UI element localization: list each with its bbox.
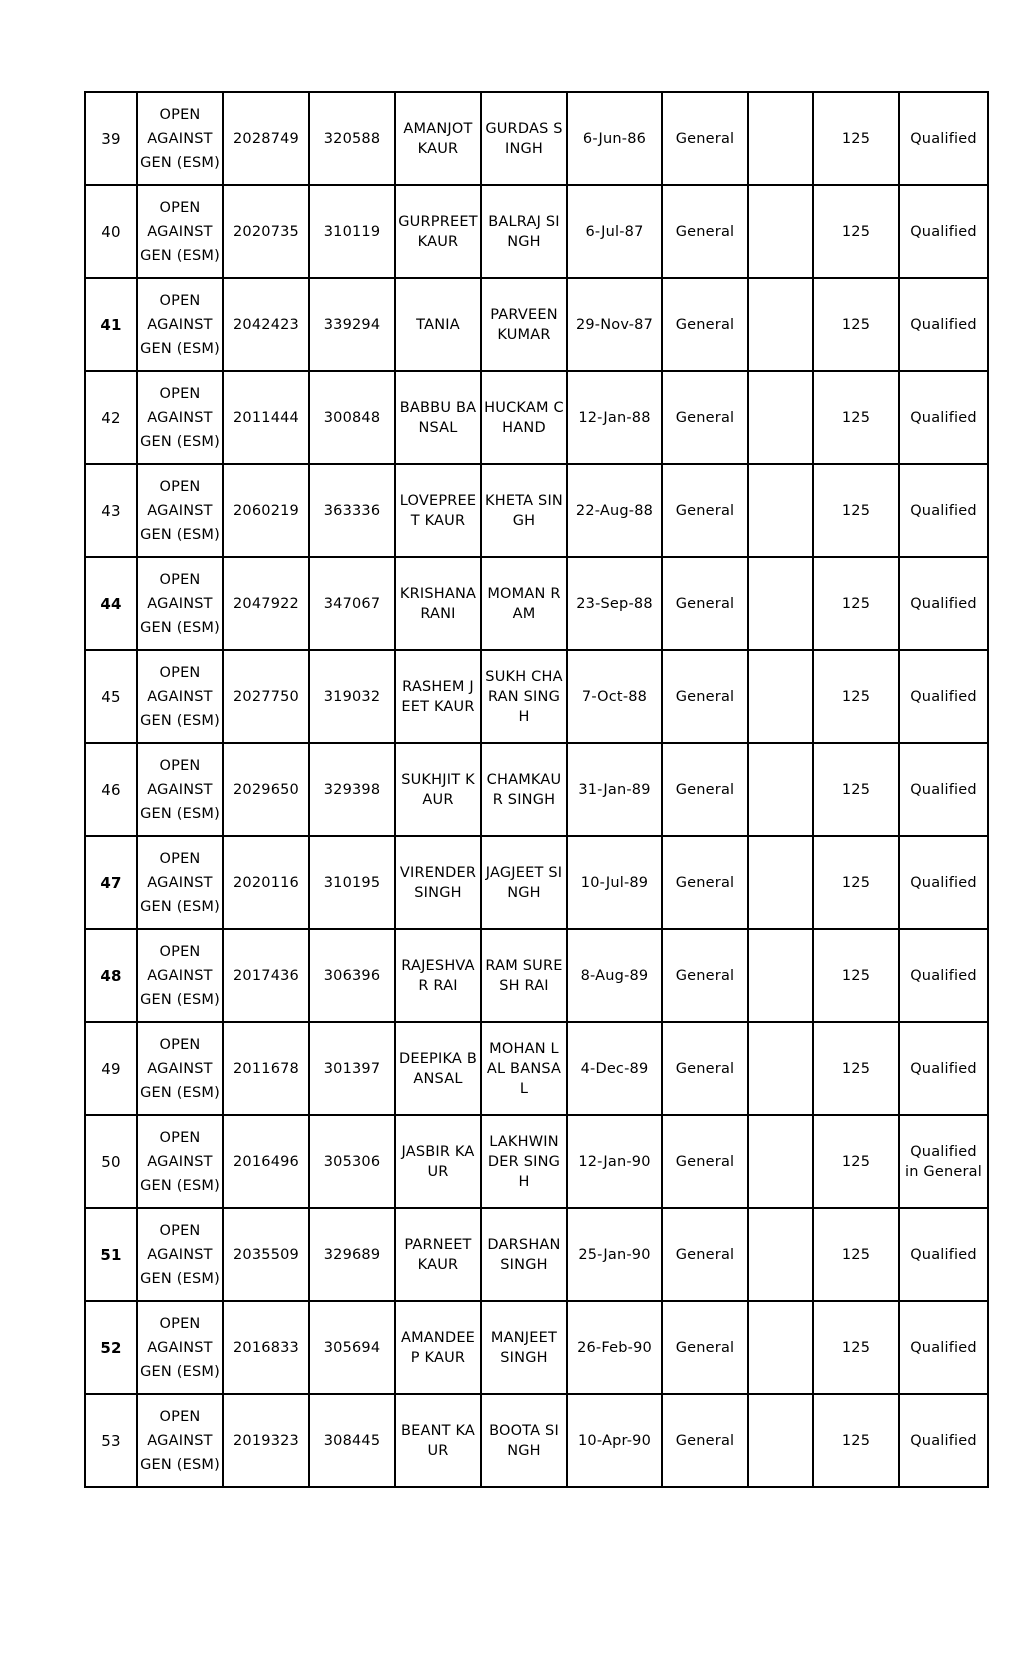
candidate-name-cell: SUKHJIT KAUR <box>395 743 481 836</box>
result-cell: Qualified <box>899 1022 988 1115</box>
result-cell: Qualified <box>899 464 988 557</box>
roll-number-cell: 329689 <box>309 1208 395 1301</box>
application-number-cell: 2047922 <box>223 557 309 650</box>
application-number-cell: 2017436 <box>223 929 309 1022</box>
father-name-cell: GURDAS SINGH <box>481 92 567 185</box>
marks-cell: 125 <box>813 1115 899 1208</box>
table-row <box>85 371 988 464</box>
table-row <box>85 1115 988 1208</box>
category-cell: OPEN AGAINST GEN (ESM) <box>137 1208 223 1301</box>
marks-cell: 125 <box>813 1301 899 1394</box>
candidate-name-cell: PARNEET KAUR <box>395 1208 481 1301</box>
serial-number-cell: 40 <box>85 185 137 278</box>
result-cell: Qualified <box>899 1208 988 1301</box>
sub-category-cell <box>748 743 813 836</box>
table-row <box>85 1022 988 1115</box>
sub-category-cell <box>748 1115 813 1208</box>
sub-category-cell <box>748 1301 813 1394</box>
sub-category-cell <box>748 1394 813 1487</box>
serial-number-cell: 45 <box>85 650 137 743</box>
result-cell: Qualified <box>899 371 988 464</box>
candidate-name-cell: TANIA <box>395 278 481 371</box>
sub-category-cell <box>748 278 813 371</box>
result-cell: Qualified <box>899 1301 988 1394</box>
results-table <box>84 91 989 1488</box>
category-cell: OPEN AGAINST GEN (ESM) <box>137 92 223 185</box>
table-row <box>85 650 988 743</box>
roll-number-cell: 347067 <box>309 557 395 650</box>
category-cell: OPEN AGAINST GEN (ESM) <box>137 743 223 836</box>
table-row <box>85 743 988 836</box>
marks-cell: 125 <box>813 557 899 650</box>
candidate-category-cell: General <box>662 1301 748 1394</box>
serial-number-cell: 53 <box>85 1394 137 1487</box>
marks-cell: 125 <box>813 371 899 464</box>
table-row <box>85 1208 988 1301</box>
date-of-birth-cell: 12-Jan-88 <box>567 371 662 464</box>
category-cell: OPEN AGAINST GEN (ESM) <box>137 1115 223 1208</box>
roll-number-cell: 339294 <box>309 278 395 371</box>
result-cell: Qualified <box>899 650 988 743</box>
date-of-birth-cell: 6-Jun-86 <box>567 92 662 185</box>
category-cell: OPEN AGAINST GEN (ESM) <box>137 1394 223 1487</box>
category-cell: OPEN AGAINST GEN (ESM) <box>137 929 223 1022</box>
category-cell: OPEN AGAINST GEN (ESM) <box>137 464 223 557</box>
roll-number-cell: 310195 <box>309 836 395 929</box>
father-name-cell: KHETA SINGH <box>481 464 567 557</box>
result-cell: Qualified <box>899 92 988 185</box>
date-of-birth-cell: 12-Jan-90 <box>567 1115 662 1208</box>
sub-category-cell <box>748 650 813 743</box>
serial-number-cell: 49 <box>85 1022 137 1115</box>
candidate-category-cell: General <box>662 371 748 464</box>
candidate-name-cell: BABBU BANSAL <box>395 371 481 464</box>
application-number-cell: 2020735 <box>223 185 309 278</box>
sub-category-cell <box>748 92 813 185</box>
roll-number-cell: 306396 <box>309 929 395 1022</box>
candidate-category-cell: General <box>662 1208 748 1301</box>
application-number-cell: 2027750 <box>223 650 309 743</box>
father-name-cell: BOOTA SINGH <box>481 1394 567 1487</box>
marks-cell: 125 <box>813 929 899 1022</box>
marks-cell: 125 <box>813 278 899 371</box>
category-cell: OPEN AGAINST GEN (ESM) <box>137 1301 223 1394</box>
candidate-name-cell: GURPREET KAUR <box>395 185 481 278</box>
category-cell: OPEN AGAINST GEN (ESM) <box>137 1022 223 1115</box>
result-cell: Qualified <box>899 743 988 836</box>
date-of-birth-cell: 6-Jul-87 <box>567 185 662 278</box>
application-number-cell: 2060219 <box>223 464 309 557</box>
table-row <box>85 1394 988 1487</box>
serial-number-cell: 46 <box>85 743 137 836</box>
table-row <box>85 464 988 557</box>
sub-category-cell <box>748 371 813 464</box>
application-number-cell: 2028749 <box>223 92 309 185</box>
category-cell: OPEN AGAINST GEN (ESM) <box>137 650 223 743</box>
application-number-cell: 2019323 <box>223 1394 309 1487</box>
application-number-cell: 2029650 <box>223 743 309 836</box>
serial-number-cell: 43 <box>85 464 137 557</box>
roll-number-cell: 310119 <box>309 185 395 278</box>
serial-number-cell: 51 <box>85 1208 137 1301</box>
father-name-cell: RAM SURESH RAI <box>481 929 567 1022</box>
candidate-category-cell: General <box>662 1022 748 1115</box>
roll-number-cell: 305694 <box>309 1301 395 1394</box>
candidate-name-cell: LOVEPREET KAUR <box>395 464 481 557</box>
date-of-birth-cell: 4-Dec-89 <box>567 1022 662 1115</box>
sub-category-cell <box>748 557 813 650</box>
result-cell: Qualified in General <box>899 1115 988 1208</box>
candidate-name-cell: DEEPIKA BANSAL <box>395 1022 481 1115</box>
result-cell: Qualified <box>899 185 988 278</box>
serial-number-cell: 52 <box>85 1301 137 1394</box>
sub-category-cell <box>748 464 813 557</box>
candidate-category-cell: General <box>662 464 748 557</box>
marks-cell: 125 <box>813 1208 899 1301</box>
category-cell: OPEN AGAINST GEN (ESM) <box>137 557 223 650</box>
serial-number-cell: 47 <box>85 836 137 929</box>
application-number-cell: 2020116 <box>223 836 309 929</box>
father-name-cell: MOHAN LAL BANSAL <box>481 1022 567 1115</box>
serial-number-cell: 48 <box>85 929 137 1022</box>
father-name-cell: SUKH CHARAN SINGH <box>481 650 567 743</box>
father-name-cell: MOMAN RAM <box>481 557 567 650</box>
table-row <box>85 836 988 929</box>
date-of-birth-cell: 7-Oct-88 <box>567 650 662 743</box>
candidate-category-cell: General <box>662 650 748 743</box>
candidate-name-cell: RAJESHVAR RAI <box>395 929 481 1022</box>
candidate-category-cell: General <box>662 1394 748 1487</box>
result-cell: Qualified <box>899 836 988 929</box>
date-of-birth-cell: 25-Jan-90 <box>567 1208 662 1301</box>
date-of-birth-cell: 31-Jan-89 <box>567 743 662 836</box>
category-cell: OPEN AGAINST GEN (ESM) <box>137 185 223 278</box>
candidate-category-cell: General <box>662 836 748 929</box>
result-cell: Qualified <box>899 278 988 371</box>
serial-number-cell: 50 <box>85 1115 137 1208</box>
sub-category-cell <box>748 1022 813 1115</box>
candidate-name-cell: AMANDEEP KAUR <box>395 1301 481 1394</box>
roll-number-cell: 329398 <box>309 743 395 836</box>
candidate-category-cell: General <box>662 929 748 1022</box>
date-of-birth-cell: 26-Feb-90 <box>567 1301 662 1394</box>
table-row <box>85 92 988 185</box>
result-cell: Qualified <box>899 1394 988 1487</box>
father-name-cell: HUCKAM CHAND <box>481 371 567 464</box>
date-of-birth-cell: 10-Jul-89 <box>567 836 662 929</box>
date-of-birth-cell: 8-Aug-89 <box>567 929 662 1022</box>
serial-number-cell: 41 <box>85 278 137 371</box>
marks-cell: 125 <box>813 92 899 185</box>
table-row <box>85 929 988 1022</box>
candidate-name-cell: BEANT KAUR <box>395 1394 481 1487</box>
candidate-name-cell: VIRENDER SINGH <box>395 836 481 929</box>
marks-cell: 125 <box>813 464 899 557</box>
father-name-cell: JAGJEET SINGH <box>481 836 567 929</box>
marks-cell: 125 <box>813 650 899 743</box>
sub-category-cell <box>748 929 813 1022</box>
date-of-birth-cell: 29-Nov-87 <box>567 278 662 371</box>
candidate-category-cell: General <box>662 1115 748 1208</box>
application-number-cell: 2016496 <box>223 1115 309 1208</box>
category-cell: OPEN AGAINST GEN (ESM) <box>137 836 223 929</box>
serial-number-cell: 42 <box>85 371 137 464</box>
table-row <box>85 185 988 278</box>
candidate-category-cell: General <box>662 92 748 185</box>
results-table-body <box>85 92 988 1487</box>
application-number-cell: 2016833 <box>223 1301 309 1394</box>
father-name-cell: PARVEEN KUMAR <box>481 278 567 371</box>
candidate-name-cell: JASBIR KAUR <box>395 1115 481 1208</box>
roll-number-cell: 319032 <box>309 650 395 743</box>
application-number-cell: 2035509 <box>223 1208 309 1301</box>
serial-number-cell: 44 <box>85 557 137 650</box>
marks-cell: 125 <box>813 743 899 836</box>
candidate-category-cell: General <box>662 278 748 371</box>
application-number-cell: 2011678 <box>223 1022 309 1115</box>
marks-cell: 125 <box>813 836 899 929</box>
father-name-cell: DARSHAN SINGH <box>481 1208 567 1301</box>
candidate-category-cell: General <box>662 185 748 278</box>
father-name-cell: MANJEET SINGH <box>481 1301 567 1394</box>
roll-number-cell: 305306 <box>309 1115 395 1208</box>
category-cell: OPEN AGAINST GEN (ESM) <box>137 371 223 464</box>
marks-cell: 125 <box>813 1022 899 1115</box>
serial-number-cell: 39 <box>85 92 137 185</box>
roll-number-cell: 320588 <box>309 92 395 185</box>
date-of-birth-cell: 22-Aug-88 <box>567 464 662 557</box>
candidate-category-cell: General <box>662 557 748 650</box>
date-of-birth-cell: 10-Apr-90 <box>567 1394 662 1487</box>
roll-number-cell: 308445 <box>309 1394 395 1487</box>
sub-category-cell <box>748 185 813 278</box>
category-cell: OPEN AGAINST GEN (ESM) <box>137 278 223 371</box>
roll-number-cell: 301397 <box>309 1022 395 1115</box>
father-name-cell: LAKHWINDER SINGH <box>481 1115 567 1208</box>
application-number-cell: 2042423 <box>223 278 309 371</box>
result-cell: Qualified <box>899 929 988 1022</box>
candidate-name-cell: RASHEM JEET KAUR <box>395 650 481 743</box>
table-row <box>85 278 988 371</box>
table-row <box>85 1301 988 1394</box>
table-row <box>85 557 988 650</box>
date-of-birth-cell: 23-Sep-88 <box>567 557 662 650</box>
father-name-cell: CHAMKAUR SINGH <box>481 743 567 836</box>
father-name-cell: BALRAJ SINGH <box>481 185 567 278</box>
sub-category-cell <box>748 1208 813 1301</box>
roll-number-cell: 300848 <box>309 371 395 464</box>
roll-number-cell: 363336 <box>309 464 395 557</box>
sub-category-cell <box>748 836 813 929</box>
candidate-name-cell: AMANJOT KAUR <box>395 92 481 185</box>
marks-cell: 125 <box>813 185 899 278</box>
result-cell: Qualified <box>899 557 988 650</box>
candidate-category-cell: General <box>662 743 748 836</box>
candidate-name-cell: KRISHANA RANI <box>395 557 481 650</box>
marks-cell: 125 <box>813 1394 899 1487</box>
application-number-cell: 2011444 <box>223 371 309 464</box>
